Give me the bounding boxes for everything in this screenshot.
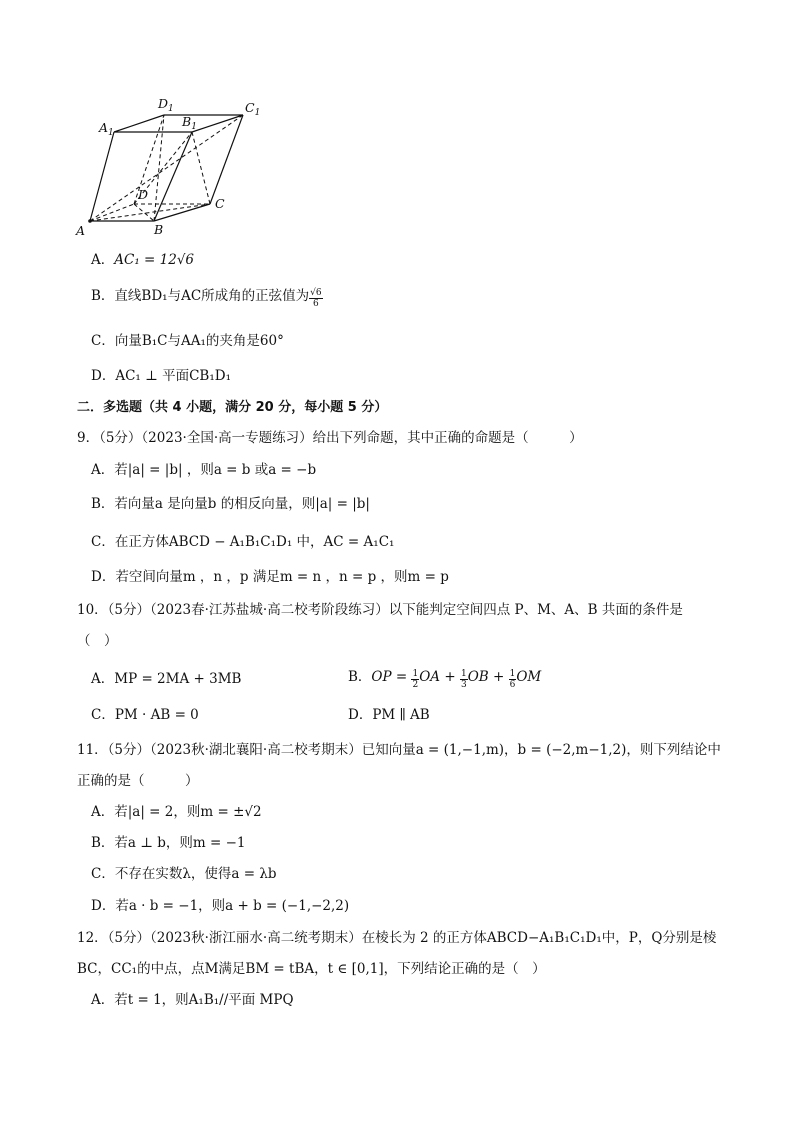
q10-option-d: D．PM ∥ AB bbox=[348, 707, 430, 723]
diag-B1C bbox=[192, 132, 210, 204]
edge-CC1 bbox=[210, 115, 243, 204]
q8-option-a: A．AC₁ = 12√6 bbox=[91, 252, 195, 268]
q8-option-b: B．直线BD₁与AC所成角的正弦值为 $\frac{√6}{6}$ bbox=[91, 288, 322, 309]
q11-option-b: B．若a ⊥ b，则m = −1 bbox=[91, 835, 246, 851]
edge-A1D1 bbox=[114, 115, 164, 132]
q11-option-c: C．不存在实数λ，使得a = λb bbox=[91, 866, 277, 882]
fraction: $\frac{√6}{6}$ bbox=[310, 288, 322, 309]
edge-AD bbox=[90, 204, 134, 221]
label-B1: $B_1$ bbox=[182, 114, 197, 132]
q11-stem: 11．（5分）（2023秋·湖北襄阳·高二校考期末）已知向量a = (1,−1,m)，b = (−2,m−1,2)，则下列结论中 bbox=[77, 742, 721, 758]
parallelepiped-figure bbox=[70, 92, 280, 246]
q11-option-a: A．若|a| = 2，则m = ±√2 bbox=[91, 804, 262, 820]
diag-DB bbox=[134, 204, 154, 221]
label-B: B bbox=[154, 222, 164, 237]
q12-stem: 12．（5分）（2023秋·浙江丽水·高二统考期末）在棱长为 2 的正方体ABCD−A₁B₁C₁D₁中，P，Q分别是棱 bbox=[77, 930, 717, 946]
label-C1: $C_1$ bbox=[245, 100, 261, 118]
edge-B1C1 bbox=[192, 115, 243, 132]
q9-option-d: D．若空间向量m ，n ，p 满足m = n ，n = p ，则m = p bbox=[91, 569, 449, 585]
edge-BC bbox=[154, 204, 210, 221]
edge-AA1 bbox=[90, 132, 114, 221]
q8-option-d: D．AC₁ ⊥ 平面CB₁D₁ bbox=[91, 368, 231, 384]
q9-stem: 9．（5分）（2023·全国·高一专题练习）给出下列命题，其中正确的命题是（ ） bbox=[77, 430, 583, 446]
section-heading: 二．多选题（共 4 小题，满分 20 分，每小题 5 分） bbox=[77, 400, 388, 415]
q9-option-c: C．在正方体ABCD − A₁B₁C₁D₁ 中，AC = A₁C₁ bbox=[91, 534, 395, 550]
q12-stem-cont: BC，CC₁的中点，点M满足BM = tBA，t ∈ [0,1]，下列结论正确的是（ ） bbox=[77, 961, 546, 977]
q10-option-a: A．MP = 2MA + 3MB bbox=[91, 671, 242, 687]
diag-AC bbox=[90, 204, 210, 221]
edge-BB1 bbox=[154, 132, 192, 221]
q10-stem: 10．（5分）（2023春·江苏盐城·高二校考阶段练习）以下能判定空间四点 P、M、A、B 共面的条件是 bbox=[77, 602, 683, 618]
q10-option-c: C．PM · AB = 0 bbox=[91, 707, 199, 723]
q8-option-c: C．向量B₁C与AA₁的夹角是60° bbox=[91, 333, 284, 349]
q10-option-b: B．OP = $\frac{1}{2}$ OA + $\frac{1}{3}$ OB + $\frac{1}{6}$ OM bbox=[348, 669, 542, 690]
label-D: D bbox=[138, 187, 149, 202]
label-A: A bbox=[76, 223, 86, 238]
q11-stem-cont: 正确的是（ ） bbox=[77, 773, 199, 789]
label-C: C bbox=[215, 196, 225, 211]
label-A1: $A_1$ bbox=[99, 120, 114, 138]
q12-option-a: A．若t = 1，则A₁B₁//平面 MPQ bbox=[91, 992, 294, 1008]
label-D1: $D_1$ bbox=[158, 96, 174, 114]
q9-option-a: A．若|a| = |b| ，则a = b 或a = −b bbox=[91, 462, 317, 478]
q10-stem-cont: （ ） bbox=[77, 633, 118, 649]
q9-option-b: B．若向量a 是向量b 的相反向量，则|a| = |b| bbox=[91, 496, 370, 512]
q11-option-d: D．若a · b = −1，则a + b = (−1,−2,2) bbox=[91, 898, 350, 914]
